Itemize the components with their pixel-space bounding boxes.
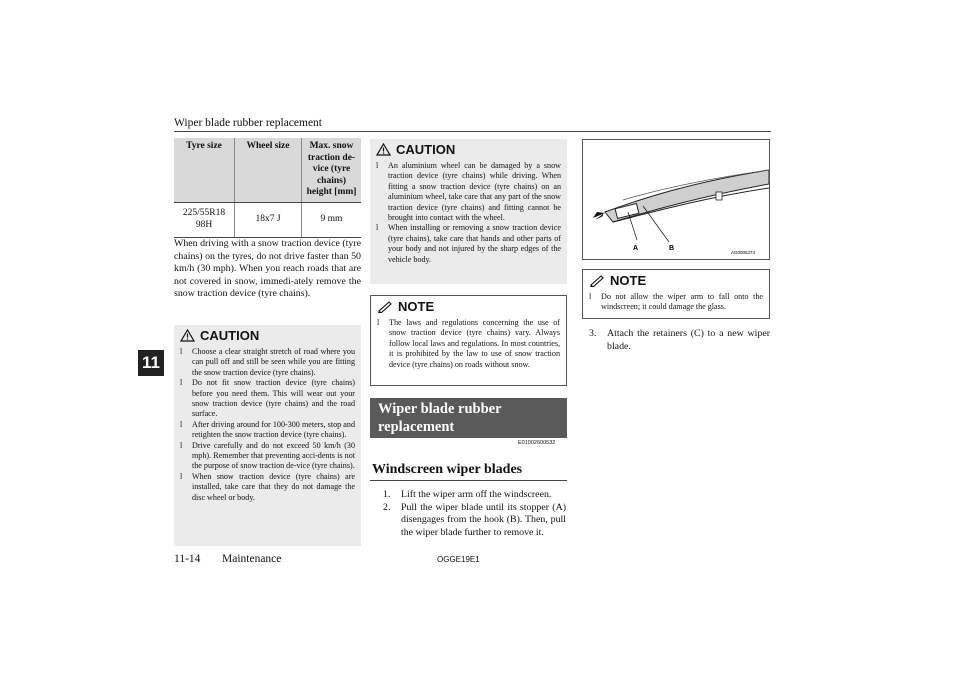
- document-code: OGGE19E1: [437, 555, 480, 564]
- note-box-middle: [370, 295, 567, 386]
- step-item: 3. Attach the retainers (C) to a new wiper blade.: [589, 328, 770, 352]
- warning-triangle-icon: [376, 143, 391, 156]
- spec-table: [174, 138, 361, 238]
- caution-title: [180, 328, 355, 343]
- table-cell: 18x7 J: [235, 202, 302, 237]
- wiper-figure: [582, 139, 770, 260]
- table-cell: 9 mm: [302, 202, 362, 237]
- subsection-rule: [370, 480, 567, 481]
- list-item: l After driving around for 100-300 meters, stop and retighten the snow traction device (tyre chains).: [180, 419, 355, 440]
- chains-speed-paragraph: When driving with a snow traction device (tyre chains) on the tyres, do not drive faster than 50 km/h (30 mph). When you reach roads that are not covered in snow, immedi-ately remove the snow traction device (tyre chains).: [174, 238, 361, 300]
- step-item: 1. Lift the wiper arm off the windscreen.: [383, 489, 552, 500]
- note-pencil-icon: [589, 274, 605, 287]
- note-title: [377, 299, 560, 314]
- list-item: l When snow traction device (tyre chains) are installed, take care that they do not damage the disc wheel or body.: [180, 471, 355, 502]
- note-list: [377, 318, 560, 370]
- section-code: E01002600532: [518, 440, 556, 446]
- chapter-tab: 11: [138, 350, 164, 376]
- caution-list: [376, 161, 561, 265]
- table-cell: 225/55R18 98H: [174, 202, 235, 237]
- header-rule: [174, 131, 771, 132]
- steps-list-right: [589, 328, 770, 353]
- note-label: NOTE: [398, 299, 435, 314]
- table-header: Max. snow traction de-vice (tyre chains) height [mm]: [302, 138, 362, 202]
- bullet-icon: l: [180, 419, 183, 429]
- table-header: Wheel size: [235, 138, 302, 202]
- list-item: l Do not fit snow traction device (tyre chains) before you need them. This will wear out your snow traction device (tyre chains) and the road surface.: [180, 378, 355, 419]
- caution-box-left: [174, 325, 361, 546]
- step-item: 2. Pull the wiper blade until its stopper (A) disengages from the hook (B). Then, pull the wiper blade further to remove it.: [383, 501, 566, 538]
- caution-label: CAUTION: [200, 328, 260, 343]
- note-list: [589, 292, 763, 313]
- bullet-icon: l: [589, 292, 592, 301]
- footer-section: Maintenance: [222, 553, 282, 565]
- list-item: l Drive carefully and do not exceed 50 km/h (30 mph). Remember that preventing acci-dents is not the purpose of snow traction de-vice (tyre chains).: [180, 440, 355, 471]
- note-box-right: [582, 269, 770, 319]
- label-a: A: [633, 245, 639, 252]
- bullet-icon: l: [180, 347, 183, 356]
- section-heading: Wiper blade rubber replacement: [370, 398, 567, 438]
- list-item: l An aluminium wheel can be damaged by a snow traction device (tyre chains) while driving. When fitting a snow traction device (tyre chains) on an aluminium wheel, take care that any part of the snow traction device (tyre chains) and fitting cannot be brought into contact with the wheel.: [376, 161, 561, 223]
- note-pencil-icon: [377, 300, 393, 313]
- table-row: [174, 202, 361, 237]
- note-label: NOTE: [610, 273, 647, 288]
- caution-list: [180, 347, 355, 503]
- list-item: l Choose a clear straight stretch of road where you can pull off and still be seen while you are fitting the snow traction device (tyre chains).: [180, 347, 355, 377]
- list-item: l Do not allow the wiper arm to fall onto the windscreen; it could damage the glass.: [589, 292, 763, 312]
- list-item: l The laws and regulations concerning the use of snow traction device (tyre chains) vary. Always follow local laws and regulations. In most countries, it is prohibited by the law to use of snow traction device (tyre chains) on roads without snow.: [377, 318, 560, 369]
- steps-list-middle: [383, 489, 566, 539]
- bullet-icon: l: [180, 440, 183, 450]
- list-item: l When installing or removing a snow traction device (tyre chains), take care that hands and other parts of your body and not injured by the sharp edges of the vehicle body.: [376, 223, 561, 264]
- table-header: Tyre size: [174, 138, 235, 202]
- subsection-heading: Windscreen wiper blades: [372, 462, 523, 477]
- caution-box-middle: [370, 139, 567, 284]
- caution-title: [376, 142, 561, 157]
- page-number: 11-14: [174, 553, 201, 565]
- bullet-icon: l: [180, 378, 183, 388]
- bullet-icon: l: [376, 161, 379, 170]
- note-title: [589, 273, 763, 288]
- wiper-blade-illustration: [583, 140, 769, 259]
- bullet-icon: l: [376, 223, 379, 233]
- warning-triangle-icon: [180, 329, 195, 342]
- bullet-icon: l: [377, 318, 380, 327]
- label-b: B: [669, 245, 675, 252]
- figure-code: AG0005274: [731, 250, 756, 255]
- bullet-icon: l: [180, 471, 183, 481]
- running-header: Wiper blade rubber replacement: [174, 117, 323, 129]
- caution-label: CAUTION: [396, 142, 456, 157]
